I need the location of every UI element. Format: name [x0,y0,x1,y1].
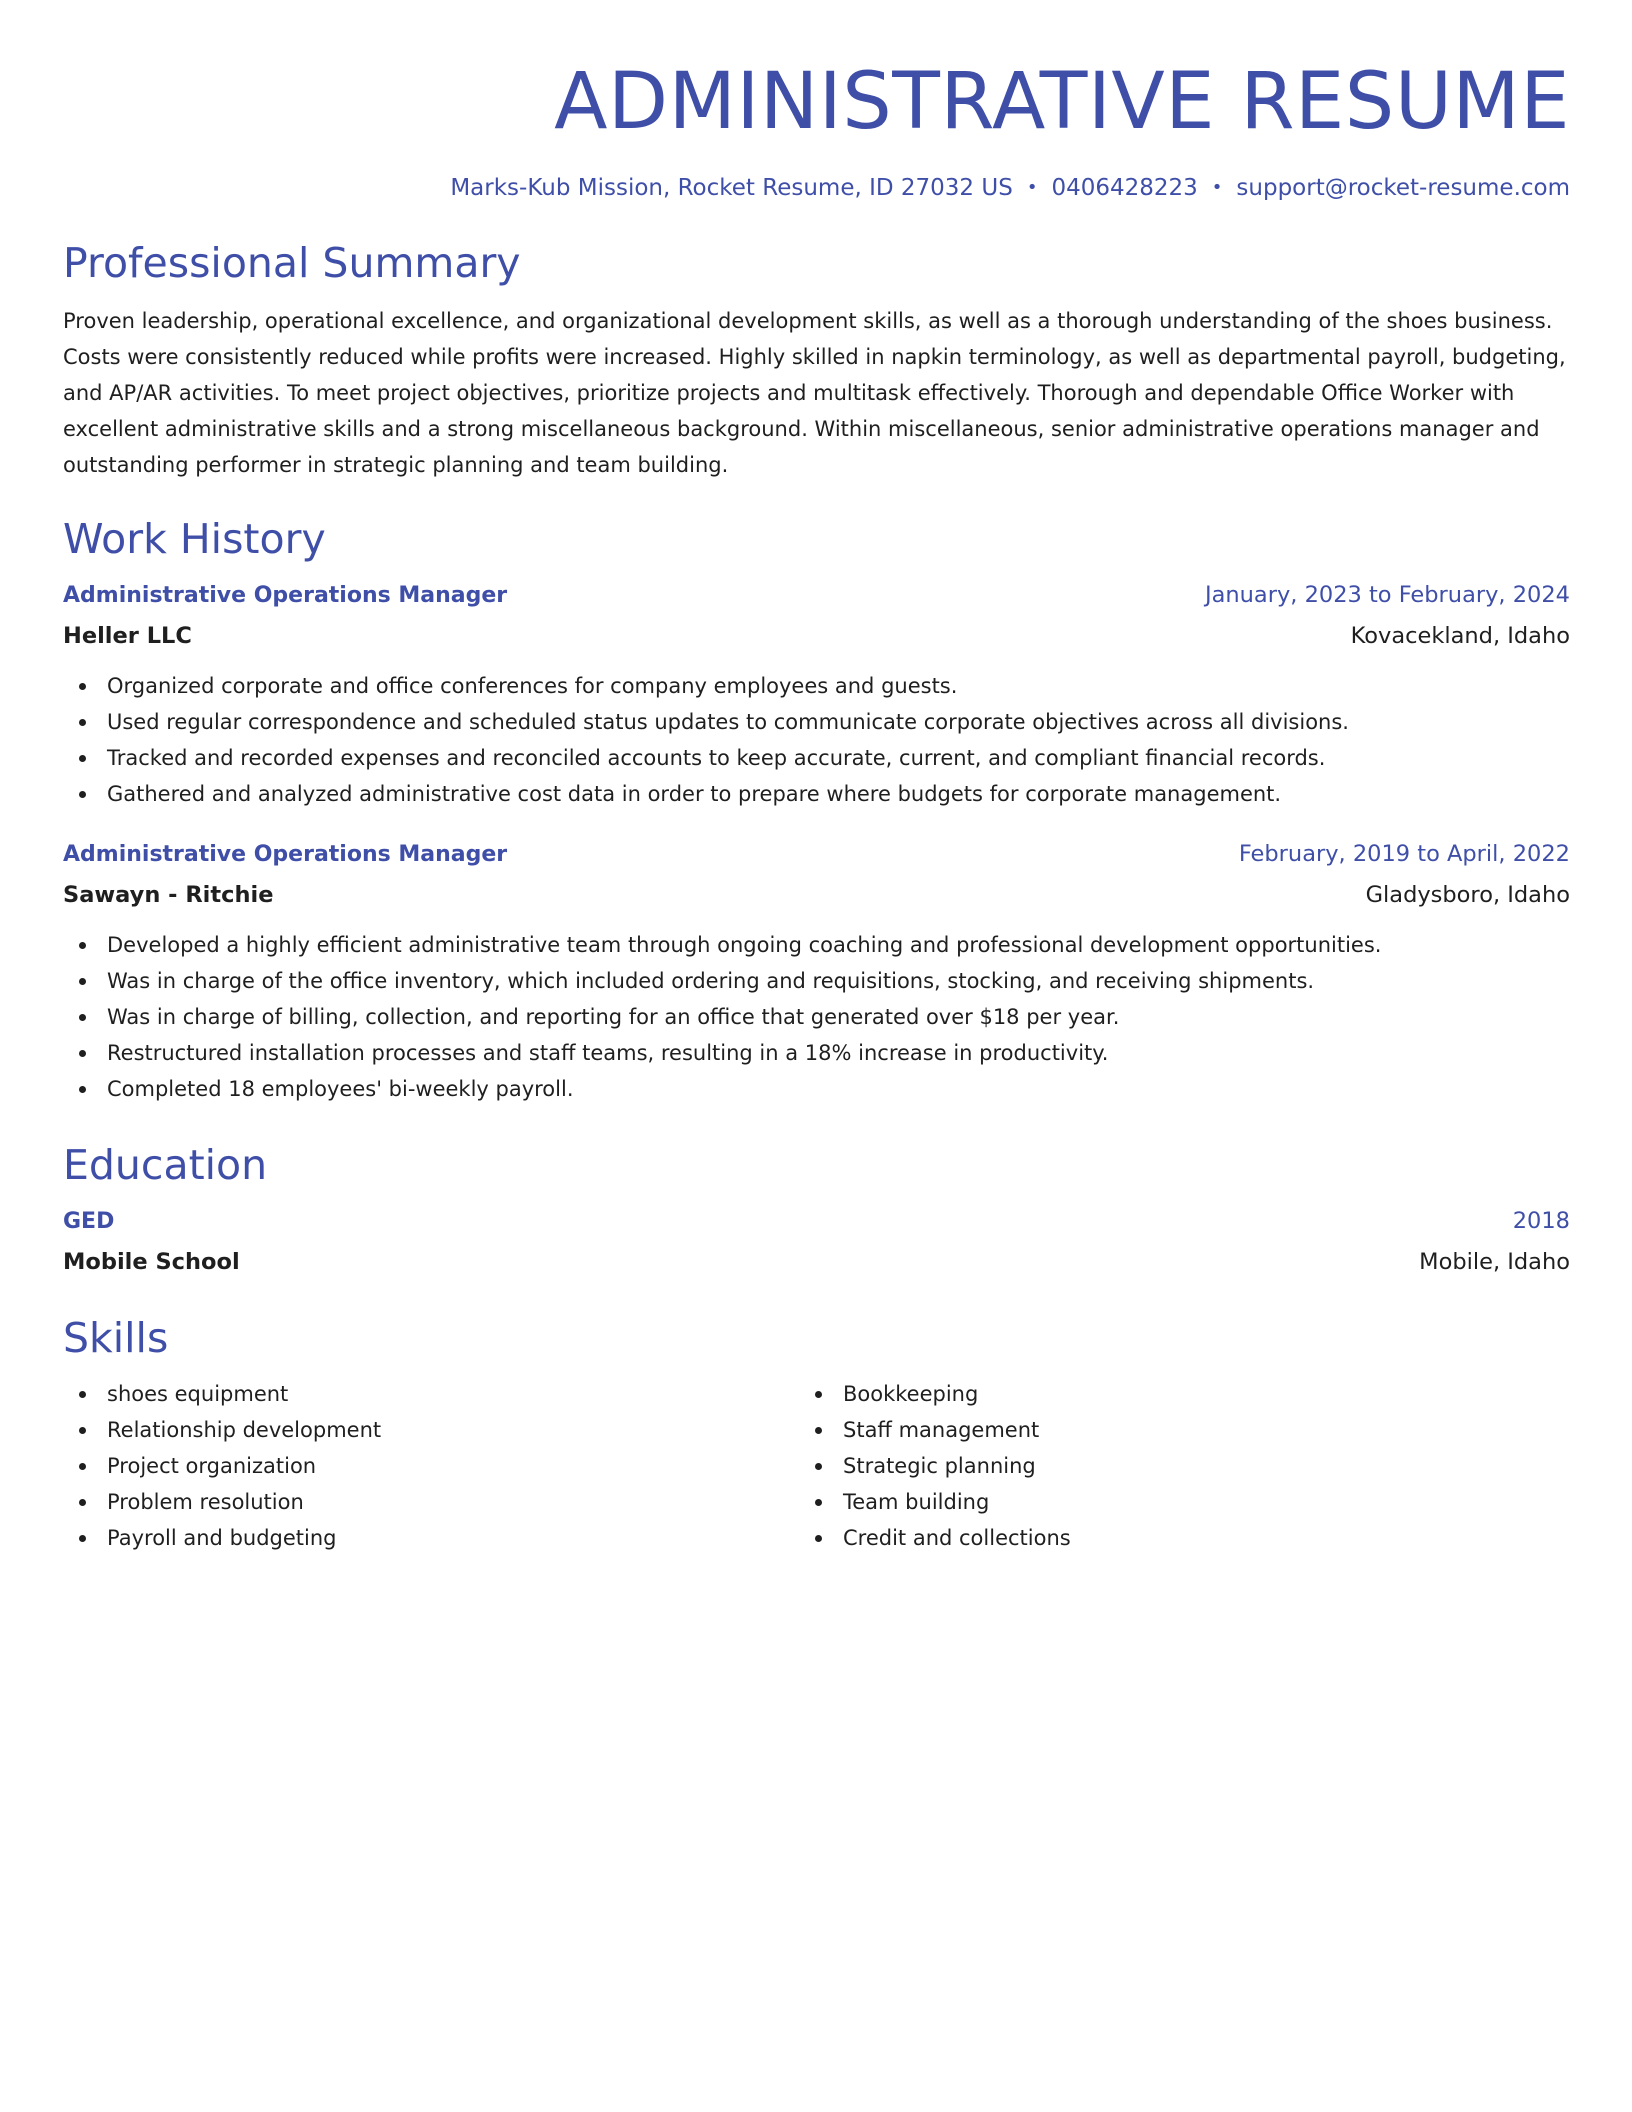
section-heading: Education [63,1141,268,1189]
skills-right-column [799,1376,1535,1556]
education-location: Mobile, Idaho [1419,1249,1570,1275]
list-item: Was in charge of the office inventory, which included ordering and requisitions, stocking, and receiving shipments. [63,963,1570,999]
section-heading: Professional Summary [63,239,521,287]
summary-text: Proven leadership, operational excellence, and organizational development skills, as well as a thorough understanding of the shoes business. Costs were consistently reduced while profits were increased. Highly skilled in napkin terminology, as well as departmental payroll, budgeting, and AP/AR activities. To meet project objectives, prioritize projects and multitask effectively. Thorough and dependable Office Worker with excellent administrative skills and a strong miscellaneous background. Within miscellaneous, senior administrative operations manager and outstanding performer in strategic planning and team building. [63,309,1566,477]
section-heading: Skills [63,1314,169,1362]
list-item: Gathered and analyzed administrative cost data in order to prepare where budgets for corporate management. [63,776,1570,812]
skill-item: Staff management [799,1412,1535,1448]
job-company: Heller LLC [63,623,192,649]
skill-item: Strategic planning [799,1448,1535,1484]
skill-item: Relationship development [63,1412,799,1448]
job-entry [63,575,1570,812]
contact-separator: • [1026,177,1038,198]
list-item: Tracked and recorded expenses and reconciled accounts to keep accurate, current, and compliant financial records. [63,740,1570,776]
job-entry [63,834,1570,1107]
list-item: Completed 18 employees' bi-weekly payroll. [63,1071,1570,1107]
job-header-row [63,575,1570,616]
list-item: Used regular correspondence and scheduled status updates to communicate corporate objectives across all divisions. [63,704,1570,740]
job-location: Kovacekland, Idaho [1350,623,1570,649]
list-item: Was in charge of billing, collection, and reporting for an office that generated over $18 per year. [63,999,1570,1035]
list-item: Restructured installation processes and staff teams, resulting in a 18% increase in productivity. [63,1035,1570,1071]
skill-item: Bookkeeping [799,1376,1535,1412]
work-history-section [63,513,1570,1107]
skill-item: Project organization [63,1448,799,1484]
job-location: Gladysboro, Idaho [1365,882,1570,908]
education-year: 2018 [1512,1208,1570,1234]
education-entry [63,1201,1570,1282]
contact-line [63,172,1570,206]
job-bullets [63,668,1570,812]
job-bullets [63,927,1570,1107]
contact-phone: 0406428223 [1051,175,1198,201]
job-company: Sawayn - Ritchie [63,882,274,908]
resume-title: ADMINISTRATIVE RESUME [554,57,1570,147]
education-header-row [63,1201,1570,1242]
skills-section [63,1312,1570,1556]
skills-grid [63,1376,1570,1556]
skills-left-column [63,1376,799,1556]
contact-separator: • [1211,177,1223,198]
resume-header [63,52,1570,206]
education-school-row [63,1242,1570,1282]
skill-item: Team building [799,1484,1535,1520]
skill-item: shoes equipment [63,1376,799,1412]
job-header-row [63,834,1570,875]
job-company-row [63,875,1570,915]
section-heading: Work History [63,515,326,563]
contact-email: support@rocket-resume.com [1236,175,1570,201]
education-section [63,1139,1570,1282]
list-item: Organized corporate and office conferences for company employees and guests. [63,668,1570,704]
education-school: Mobile School [63,1249,240,1275]
job-title: Administrative Operations Manager [63,583,508,608]
job-company-row [63,616,1570,656]
contact-address: Marks-Kub Mission, Rocket Resume, ID 27032 US [450,175,1013,201]
skill-item: Payroll and budgeting [63,1520,799,1556]
list-item: Developed a highly efficient administrative team through ongoing coaching and professional development opportunities. [63,927,1570,963]
professional-summary-section [63,237,1570,483]
job-dates: February, 2019 to April, 2022 [1238,841,1570,867]
skill-item: Credit and collections [799,1520,1535,1556]
education-degree: GED [63,1209,115,1234]
job-dates: January, 2023 to February, 2024 [1204,582,1570,608]
job-title: Administrative Operations Manager [63,842,508,867]
skill-item: Problem resolution [63,1484,799,1520]
